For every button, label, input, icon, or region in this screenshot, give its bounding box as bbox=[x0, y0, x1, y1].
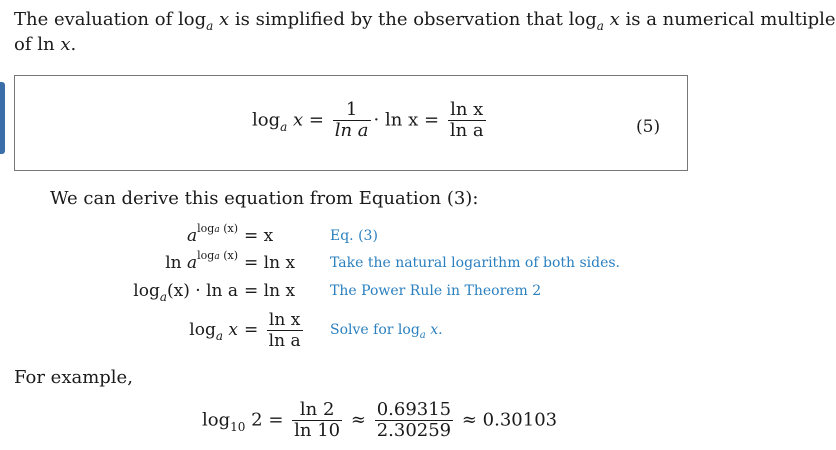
derivation-step-3-lhs: $\log_a(x) \cdot \ln a$ bbox=[133, 281, 238, 304]
derivation-step-1-lhs: $a^{loga (x)}$ bbox=[187, 222, 238, 246]
derivation-step-2-lhs: $\ln a^{loga (x)}$ bbox=[165, 249, 238, 273]
intro-text: is simplified by the observation that bbox=[229, 9, 569, 30]
fraction-lnx-over-lna: $\frac{\text{ln x}}{\text{ln a}}$ bbox=[449, 99, 484, 141]
derivation-step-4-note: Solve for $\log_a x$. bbox=[330, 322, 443, 341]
example-result: ≈ 0.30103 bbox=[461, 409, 558, 431]
derivation-step-1-note: Eq. (3) bbox=[330, 228, 378, 244]
fraction-decimal: $\frac{0.69315}{2.30259}$ bbox=[376, 399, 452, 441]
derivation-step-4-rhs: = $\frac{\text{ln x}}{\text{ln a}}$ bbox=[244, 310, 301, 351]
example-label: For example, bbox=[14, 367, 133, 388]
derivation-step-2-note: Take the natural logarithm of both sides. bbox=[330, 255, 621, 271]
fraction-one-over-ln-a: $\frac{1}{\text{ln a}}$ bbox=[334, 99, 369, 141]
intro-text: The evaluation of bbox=[14, 9, 178, 30]
derive-intro: We can derive this equation from Equation (3): bbox=[50, 188, 479, 209]
equation-number: (5) bbox=[636, 117, 661, 137]
fraction-ln2-over-ln10: $\frac{\ln 2}{\ln 10}$ bbox=[294, 399, 341, 441]
intro-paragraph: The evaluation of $\log_a x$ is simplified by the observation that $\log_a x$ is a numerical multiple of ln x. bbox=[14, 9, 836, 55]
fraction-lnx-over-lna: $\frac{\text{ln x}}{\text{ln a}}$ bbox=[268, 310, 301, 351]
derivation-step-1-rhs: = x bbox=[244, 226, 274, 246]
example-equation: $\log_{10} 2$ = $\frac{\ln 2}{\ln 10}$ ≈ $\frac{0.69315}{2.30259}$ ≈ 0.30103 bbox=[202, 399, 558, 441]
derivation-step-2-rhs: = ln x bbox=[244, 253, 296, 273]
derivation-step-3-note: The Power Rule in Theorem 2 bbox=[330, 283, 542, 299]
derivation-step-4-lhs: $\log_a x$ bbox=[189, 320, 238, 343]
intro-text: is a numerical multiple bbox=[619, 9, 836, 30]
derivation-step-3-rhs: = ln x bbox=[244, 281, 296, 301]
margin-marker bbox=[0, 82, 5, 154]
equation-5: $\log_a x$ = $\frac{1}{\text{ln a}}$ · ln x = $\frac{\text{ln x}}{\text{ln a}}$ bbox=[252, 99, 484, 141]
